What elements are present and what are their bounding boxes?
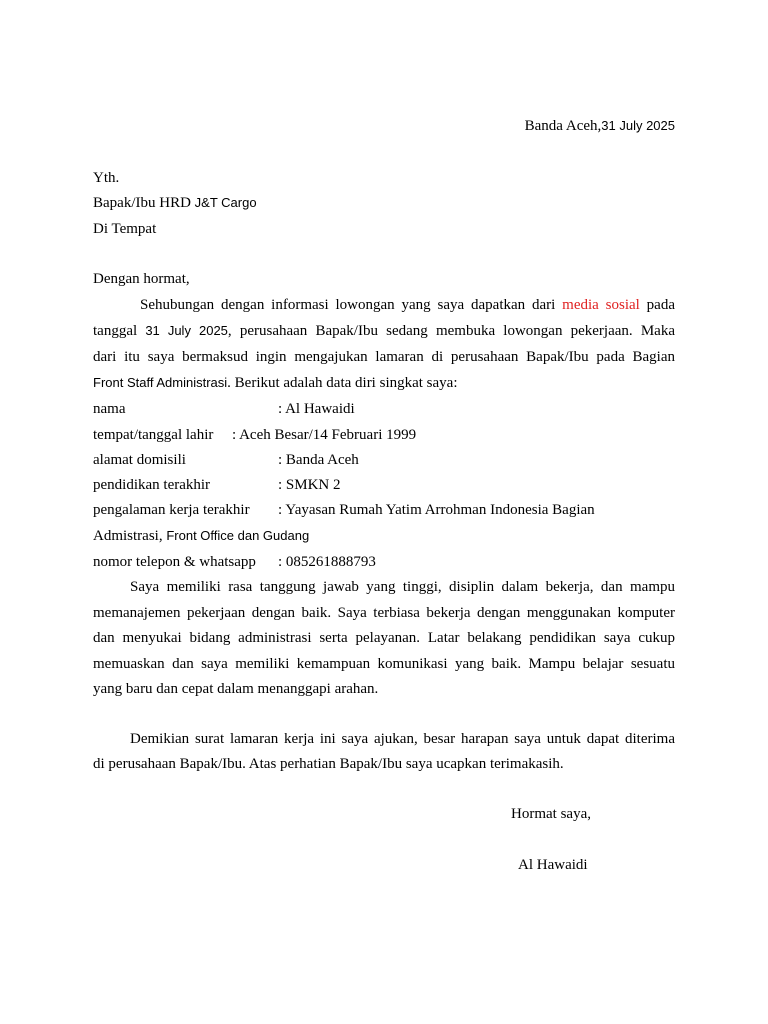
position-name: Front Staff Administrasi (93, 375, 228, 390)
paragraph3-line1: Demikian surat lamaran kerja ini saya ajukan, besar harapan saya untuk dapat diterima (130, 731, 675, 747)
education-label: pendidikan terakhir (93, 477, 211, 493)
text-segment: Admistrasi, (93, 528, 167, 544)
text-segment: tanggal (93, 323, 146, 339)
paragraph1-line4 (93, 374, 458, 392)
text-segment: , perusahaan Bapak/Ibu sedang membuka lowongan pekerjaan. Maka (227, 323, 675, 339)
recipient-company: J&T Cargo (194, 195, 257, 210)
text-segment: pada (639, 297, 675, 313)
birth-value: : Aceh Besar/14 Februari 1999 (232, 427, 417, 443)
paragraph1-line2 (93, 322, 675, 340)
recipient-salutation: Yth. (93, 170, 120, 186)
name-value: : Al Hawaidi (278, 401, 355, 417)
text-segment: Sehubungan dengan informasi lowongan yang saya dapatkan dari (140, 297, 563, 313)
date-inline: 31 July 2025 (145, 323, 228, 338)
recipient-prefix: Bapak/Ibu HRD (93, 195, 195, 211)
address-label: alamat domisili (93, 452, 186, 468)
place-date (525, 117, 675, 135)
experience-continuation (93, 527, 309, 545)
paragraph3-line2: di perusahaan Bapak/Ibu. Atas perhatian Bapak/Ibu saya ucapkan terimakasih. (93, 756, 564, 772)
paragraph2-line4: memuaskan dan saya memiliki kemampuan komunikasi yang baik. Mampu belajar sesuatu (93, 656, 675, 672)
birth-label: tempat/tanggal lahir (93, 427, 214, 443)
signature-name: Al Hawaidi (518, 857, 588, 873)
paragraph1-line1 (140, 296, 675, 314)
recipient-place: Di Tempat (93, 221, 157, 237)
text-segment: . Berikut adalah data diri singkat saya: (227, 375, 458, 391)
paragraph2-line2: memanajemen pekerjaan dengan baik. Saya terbiasa bekerja dengan menggunakan komputer (93, 605, 675, 621)
experience-value: : Yayasan Rumah Yatim Arrohman Indonesia Bagian (278, 502, 595, 518)
greeting: Dengan hormat, (93, 271, 190, 287)
text-segment: Front Office dan Gudang (166, 528, 310, 543)
recipient-line (93, 194, 257, 212)
paragraph2-line5: yang baru dan cepat dalam menanggapi arahan. (93, 681, 379, 697)
experience-label: pengalaman kerja terakhir (93, 502, 250, 518)
highlight-media-sosial: media sosial (562, 297, 640, 313)
closing: Hormat saya, (511, 806, 591, 822)
place: Banda Aceh, (524, 118, 602, 134)
phone-label: nomor telepon & whatsapp (93, 554, 256, 570)
address-value: : Banda Aceh (278, 452, 359, 468)
education-value: : SMKN 2 (278, 477, 341, 493)
paragraph2-line1: Saya memiliki rasa tanggung jawab yang tinggi, disiplin dalam bekerja, dan mampu (130, 579, 675, 595)
phone-value: : 085261888793 (278, 554, 376, 570)
name-label: nama (93, 401, 126, 417)
paragraph2-line3: dan menyukai bidang administrasi serta pelayanan. Latar belakang pendidikan saya cukup (93, 630, 675, 646)
paragraph1-line3: dari itu saya bermaksud ingin mengajukan lamaran di perusahaan Bapak/Ibu pada Bagian (93, 349, 675, 365)
date: 31 July 2025 (601, 118, 675, 133)
